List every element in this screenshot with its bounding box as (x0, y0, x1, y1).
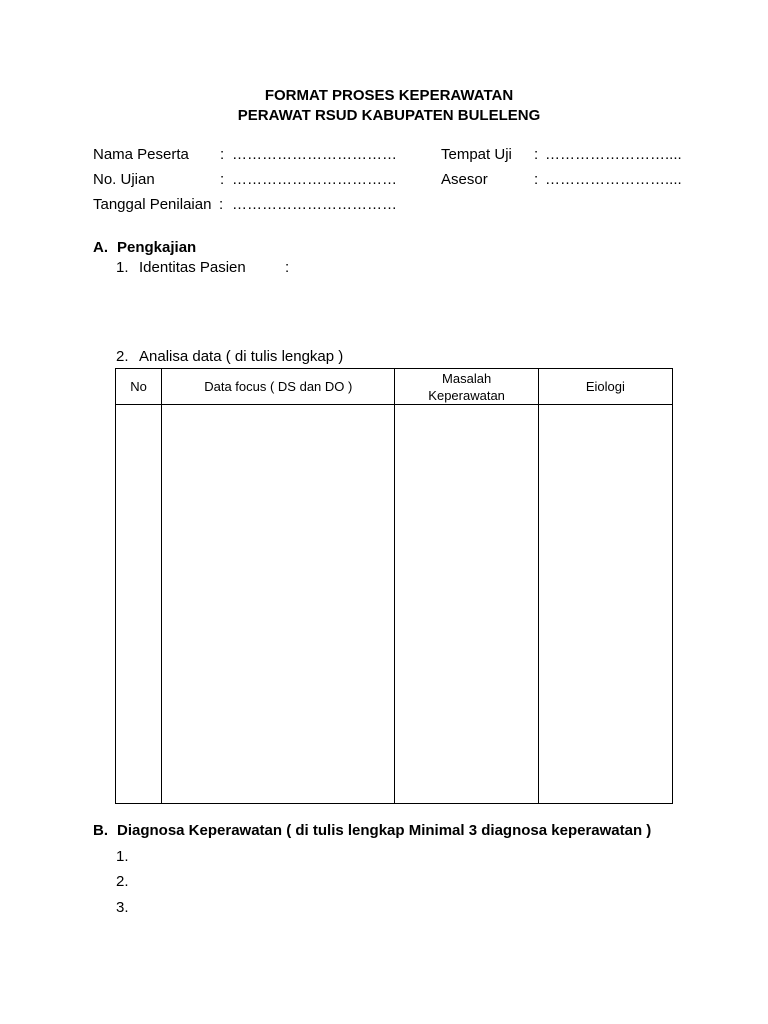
form-title-line-1: FORMAT PROSES KEPERAWATAN (264, 87, 514, 104)
tempat-uji-colon: : (534, 146, 539, 163)
identitas-pasien-label: Identitas Pasien (139, 259, 246, 276)
cell-eiologi[interactable] (538, 405, 672, 804)
nama-peserta-colon: : (220, 146, 225, 163)
tanggal-penilaian-blank: …………………………… (232, 196, 397, 213)
section-a-title: Pengkajian (117, 239, 197, 256)
no-ujian-colon: : (220, 171, 225, 188)
nama-peserta-blank: …………………………… (232, 146, 397, 163)
header-no: No (116, 369, 162, 405)
nama-peserta-label: Nama Peserta (93, 146, 189, 163)
table-row (116, 405, 673, 804)
masalah-keperawatan-text: Masalah Keperawatan (428, 370, 505, 403)
tempat-uji-label: Tempat Uji (441, 146, 512, 163)
table-header-row (116, 369, 673, 405)
diagnosa-item-2: 2. (116, 873, 129, 890)
tempat-uji-blank (545, 146, 682, 163)
item-2-number: 2. (116, 348, 129, 365)
analisa-data-label: Analisa data ( di tulis lengkap ) (139, 348, 344, 365)
asesor-blank (545, 171, 682, 188)
header-data-focus: Data focus ( DS dan DO ) (162, 369, 395, 405)
tanggal-penilaian-label: Tanggal Penilaian (93, 196, 212, 213)
section-b-title: Diagnosa Keperawatan ( di tulis lengkap Minimal 3 diagnosa keperawatan ) (117, 822, 652, 839)
section-b-letter: B. (93, 822, 108, 839)
item-1-number: 1. (116, 259, 129, 276)
no-ujian-blank: …………………………… (232, 171, 397, 188)
cell-data-focus[interactable] (162, 405, 395, 804)
section-a-letter: A. (93, 239, 108, 256)
analysis-table (115, 368, 673, 804)
no-ujian-label: No. Ujian (93, 171, 155, 188)
diagnosa-item-3: 3. (116, 899, 129, 916)
diagnosa-item-1: 1. (116, 848, 129, 865)
tanggal-penilaian-colon: : (219, 196, 224, 213)
asesor-colon: : (534, 171, 539, 188)
header-masalah-keperawatan (395, 369, 538, 405)
tempat-uji-dots: …………………….... (545, 146, 682, 163)
form-title-line-2: PERAWAT RSUD KABUPATEN BULELENG (237, 107, 541, 124)
cell-no[interactable] (116, 405, 162, 804)
header-eiologi: Eiologi (538, 369, 672, 405)
identitas-pasien-colon: : (285, 259, 290, 276)
cell-masalah-keperawatan[interactable] (395, 405, 538, 804)
asesor-label: Asesor (441, 171, 488, 188)
asesor-dots: …………………….... (545, 171, 682, 188)
